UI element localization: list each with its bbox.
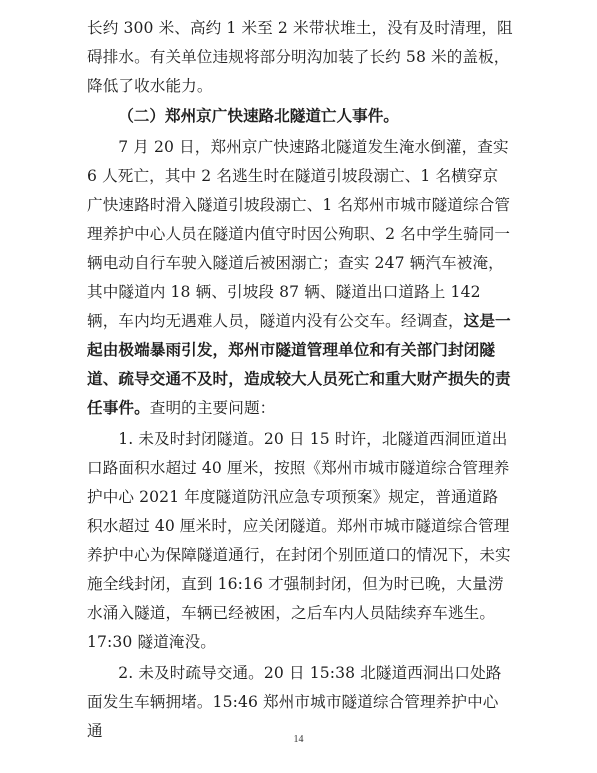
- incident-conclusion-bold: 这是一起由极端暴雨引发，郑州市隧道管理单位和有关部门封闭隧道、疏导交通不及时，造成较大人员死亡和重大财产损失的责任事件。: [87, 312, 511, 417]
- paragraph-tunnel-incident: [87, 133, 513, 423]
- section-heading: （二）郑州京广快速路北隧道亡人事件。: [118, 107, 399, 125]
- problem-item-2: 2. 未及时疏导交通。20 日 15:38 北隧道西洞出口处路面发生车辆拥堵。15:46 郑州市城市隧道综合管理养护中心通: [87, 664, 502, 740]
- page-number: 14: [293, 734, 304, 745]
- incident-text: 7 月 20 日，郑州京广快速路北隧道发生淹水倒灌，查实 6 人死亡，其中 2 名逃生时在隧道引坡段溺亡、1 名横穿京广快速路时滑入隧道引坡段溺亡、1 名郑州市城市隧道综合管理养护中心人员在隧道内值守时因公殉职、2 名中学生骑同一辆电动自行车驶入隧道后被困溺亡；查实 247 辆汽车被淹，其中隧道内 18 辆、引坡段 87 辆、隧道出口道路上 142 辆，车内均无遇难人员，隧道内没有公交车。经调查，: [87, 138, 511, 330]
- problem-item-1: 1. 未及时封闭隧道。20 日 15 时许，北隧道西洞匝道出口路面积水超过 40 厘米，按照《郑州市城市隧道综合管理养护中心 2021 年度隧道防汛应急专项预案》规定，普通道路积水超过 40 厘米时，应关闭隧道。郑州市城市隧道综合管理养护中心为保障隧道通行，在封闭个别匝道口的情况下，未实施全线封闭，直到 16:16 才强制封闭，但为时已晚，大量涝水涌入隧道，车辆已经被困，之后车内人员陆续弃车逃生。17:30 隧道淹没。: [87, 430, 511, 651]
- paragraph-drainage-continued: 长约 300 米、高约 1 米至 2 米带状堆土，没有及时清理，阻碍排水。有关单位违规将部分明沟加装了长约 58 米的盖板，降低了收水能力。: [87, 19, 513, 95]
- incident-problems-lead: 查明的主要问题：: [149, 399, 276, 417]
